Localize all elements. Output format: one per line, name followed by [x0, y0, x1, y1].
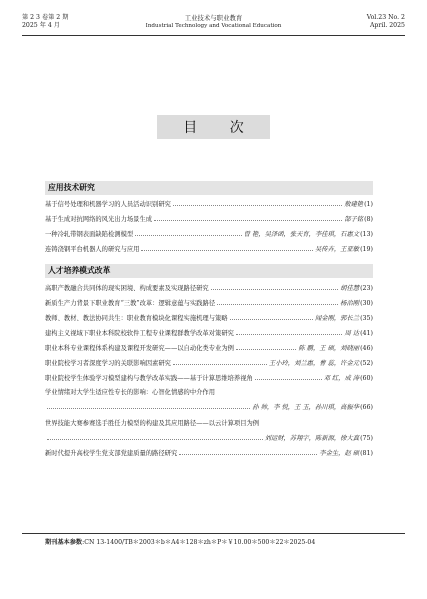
entry-author: 王小玲，刘兰惠，曹 蕊，许金元 [268, 360, 360, 367]
entry-page: (75) [360, 435, 373, 442]
entry-author: 邓 红，成 涛 [323, 375, 360, 382]
leader-dots [141, 245, 313, 251]
entry-title: 建构主义视域下职业本科院校软件工程专业课程群教学改革对策研究 [45, 330, 234, 337]
journal-title-cn: 工业技术与职业教育 [184, 14, 243, 22]
entry-title[interactable]: 学业情绪对大学生适应性专长的影响：心智化情感的中介作用 [45, 389, 216, 396]
entry-page: (41) [360, 330, 373, 337]
leader-dots [236, 344, 296, 350]
toc-entry[interactable] [45, 200, 373, 210]
entry-author: 胡佳慧 [340, 285, 360, 292]
entry-title: 一种冷轧带钢表面缺陷检测模型 [45, 231, 134, 238]
entry-title: 新质生产力背景下职业教育“三教”改革：逻辑意蕴与实践路径 [45, 300, 216, 307]
leader-dots [217, 299, 338, 305]
leader-dots [173, 200, 342, 206]
toc-entry[interactable] [45, 329, 373, 339]
issue-date-en: April. 2025 [369, 22, 405, 29]
toc-entry-continuation[interactable] [45, 403, 373, 413]
leader-dots [211, 284, 338, 290]
entry-author: 陈 鹏，王 硕，刘晓丽 [298, 345, 360, 352]
toc-entry[interactable] [45, 230, 373, 240]
header-rule [22, 35, 405, 36]
entry-author: 周 达 [344, 330, 360, 337]
entry-page: (19) [360, 246, 373, 253]
leader-dots [47, 403, 250, 409]
entry-author: 曾 艳，吴泽函，张天育，李佳琪，石惠文 [243, 231, 360, 238]
leader-dots [135, 230, 242, 236]
entry-page: (81) [360, 450, 373, 457]
leader-dots [179, 449, 317, 455]
volume-issue-en: Vol.23 No. 2 [366, 14, 405, 21]
entry-title[interactable]: 世界技能大赛参赛选手胜任力模型的构建及其应用路径——以云计算项目为例 [45, 420, 260, 427]
entry-page: (46) [360, 345, 373, 352]
entry-page: (35) [360, 315, 373, 322]
entry-page: (60) [360, 375, 373, 382]
issue-info-en [367, 14, 405, 30]
entry-page: (66) [360, 404, 373, 411]
contents-title: 目 次 [183, 120, 258, 136]
leader-dots [255, 374, 322, 380]
journal-parameters [45, 538, 315, 547]
entry-title: 职业本科专业课程体系构建及课程开发研究——以自动化类专业为例 [45, 345, 234, 352]
leader-dots [154, 215, 342, 221]
entry-title: 教师、教材、教法协同共生：职业教育模块化课程实施机理与策略 [45, 315, 228, 322]
leader-dots [47, 434, 263, 440]
entry-author: 杨治刚 [340, 300, 360, 307]
entry-title: 连铸浇钢平台机器人的研究与应用 [45, 246, 140, 253]
entry-page: (30) [360, 300, 373, 307]
section-heading: 人才培养模式改革 [45, 264, 373, 278]
toc-entry[interactable] [45, 299, 373, 309]
entry-title: 基于生成对抗网络的风光出力场景生成 [45, 216, 153, 223]
entry-author: 刘运财，苏翔宇，陈新源，徐大真 [264, 435, 360, 442]
entry-title: 基于信号处理和机器学习的人员活动识别研究 [45, 201, 171, 208]
entry-title: 职业院校学生体验学习模型建构与教学改革实践——基于计算思维培养视角 [45, 375, 253, 382]
toc-entry[interactable] [45, 314, 373, 324]
entry-author: 吴传卉，王亚敏 [314, 246, 360, 253]
parameters-label: 期刊基本参数 [45, 539, 83, 546]
leader-dots [230, 314, 313, 320]
toc-entry[interactable] [45, 245, 373, 255]
section-heading: 应用技术研究 [45, 181, 373, 195]
entry-title: 职业院校学习者深度学习的关联影响因素研究 [45, 360, 171, 367]
toc-entry[interactable] [45, 344, 373, 354]
journal-title [22, 14, 405, 30]
entry-page: (52) [360, 360, 373, 367]
toc-entry[interactable] [45, 215, 373, 225]
toc-entry[interactable] [45, 374, 373, 384]
toc-entry[interactable] [45, 284, 373, 294]
entry-page: (23) [360, 285, 373, 292]
parameters-value: :CN 13-1400/TB＊2003＊b＊A4＊128＊zh＊P＊￥10.00＊500＊22＊2025-04 [82, 539, 316, 546]
journal-title-en: Industrial Technology and Vocational Education [145, 23, 282, 29]
entry-page: (13) [360, 231, 373, 238]
entry-author: 闻金刚，郭长兰 [314, 315, 360, 322]
entry-title: 高职产教融合共同体的现实困境、构成要素及实现路径研究 [45, 285, 209, 292]
toc-entry[interactable] [45, 359, 373, 369]
entry-author: 孙 帅，李 悦，王 玉，孙川琪，高振华 [252, 404, 360, 411]
leader-dots [236, 329, 343, 335]
issue-date: 2025 年 4 月 [22, 22, 60, 29]
entry-page: (8) [364, 216, 373, 223]
entry-author: 敖建艳 [344, 201, 364, 208]
toc-entry[interactable] [45, 449, 373, 459]
leader-dots [173, 359, 267, 365]
contents-title-box [157, 115, 270, 139]
toc-entry-continuation[interactable] [45, 434, 373, 444]
entry-page: (1) [364, 201, 373, 208]
entry-author: 郜子铭 [344, 216, 364, 223]
entry-title: 新时代提升高校学生党支部党建质量的路径研究 [45, 450, 178, 457]
running-header [22, 14, 405, 34]
entry-author: 李金生，赵 硕 [319, 450, 360, 457]
volume-issue: 第 2 3 卷第 2 期 [22, 14, 69, 21]
footer-rule [22, 533, 405, 534]
